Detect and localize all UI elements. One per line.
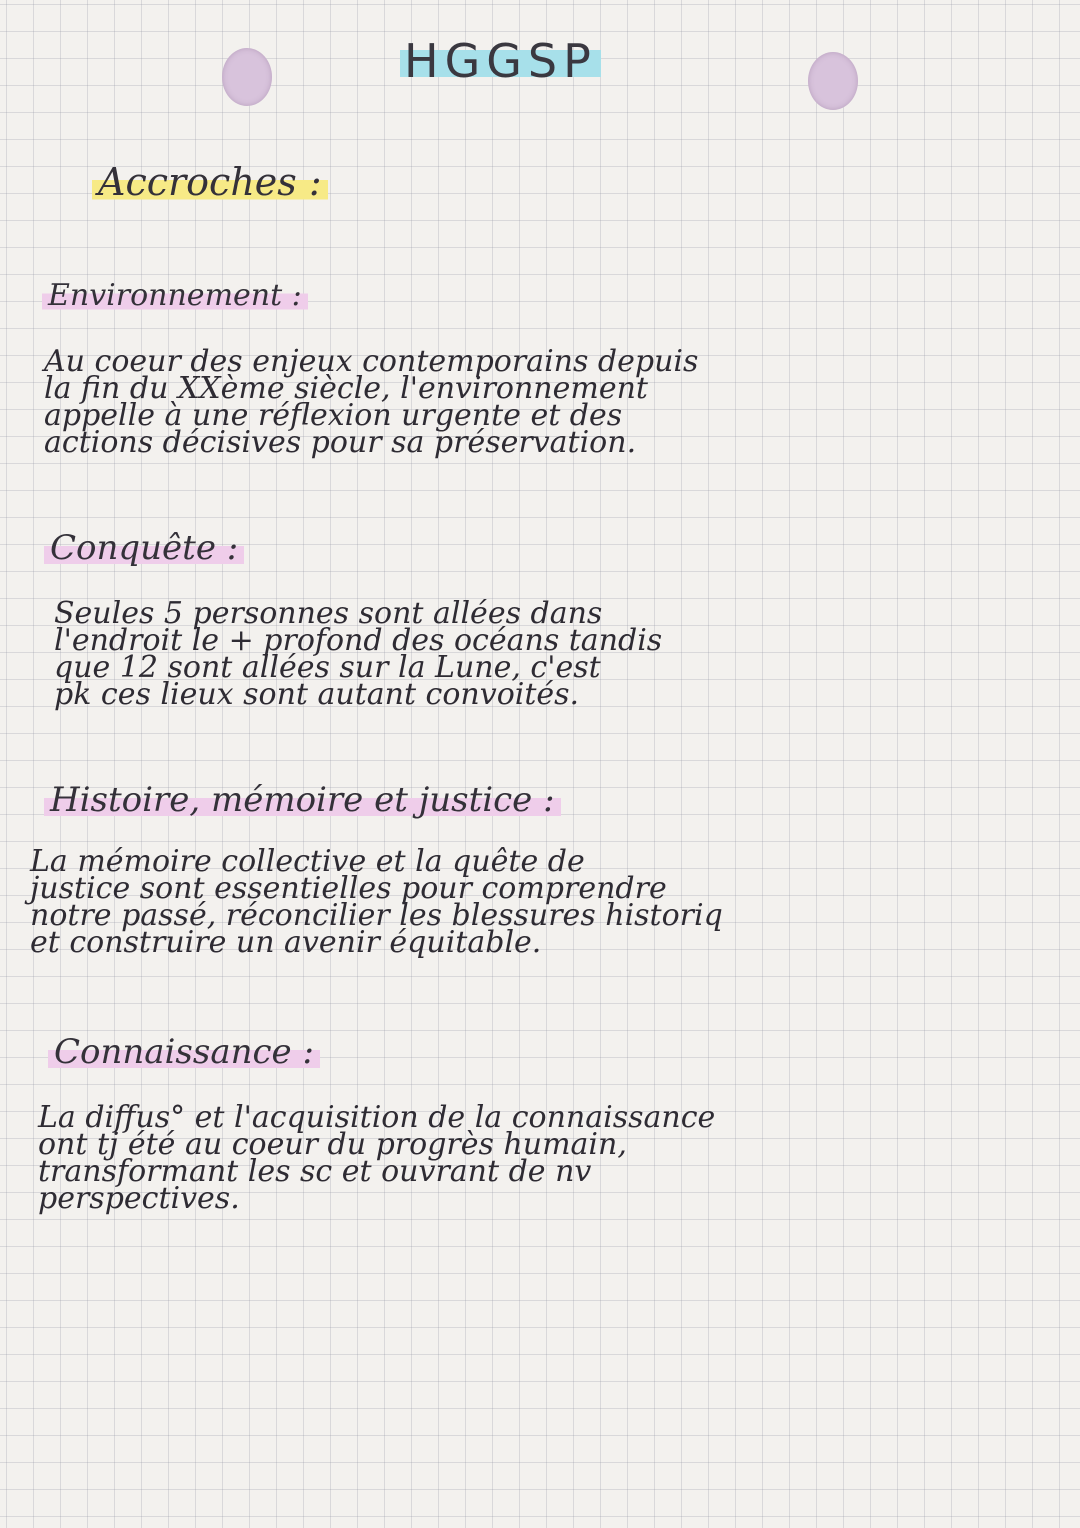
heading-accroches: Accroches : (92, 160, 328, 204)
text-line: appelle à une réflexion urgente et des (44, 398, 623, 433)
text-line: que 12 sont allées sur la Lune, c'est (54, 650, 601, 685)
text-line: l'endroit le + profond des océans tandis (54, 623, 663, 658)
text-line: pk ces lieux sont autant convoités. (54, 677, 580, 712)
text-line: actions décisives pour sa préservation. (44, 425, 637, 460)
binder-hole-right (808, 52, 858, 110)
heading-conquete: Conquête : (44, 528, 244, 568)
page-title: HGGSP (400, 34, 601, 88)
text-line: Seules 5 personnes sont allées dans (54, 596, 603, 631)
binder-hole-left (222, 48, 272, 106)
text-line: la fin du XXème siècle, l'environnement (44, 371, 648, 406)
text-line: perspectives. (38, 1181, 240, 1216)
text-line: justice sont essentielles pour comprendre (30, 871, 667, 906)
paragraph-conquete (54, 596, 663, 712)
heading-connaissance: Connaissance : (48, 1032, 320, 1072)
text-line: transformant les sc et ouvrant de nv (38, 1154, 592, 1189)
text-line: Au coeur des enjeux contemporains depuis (44, 344, 699, 379)
paragraph-environnement (44, 344, 699, 460)
text-line: ont tj été au coeur du progrès humain, (38, 1127, 627, 1162)
text-line: notre passé, réconcilier les blessures historiq (30, 898, 723, 933)
heading-environnement: Environnement : (42, 278, 308, 313)
paragraph-histoire (30, 844, 723, 960)
text-line: La diffus° et l'acquisition de la connaissance (38, 1100, 716, 1135)
paragraph-connaissance (38, 1100, 716, 1216)
text-line: et construire un avenir équitable. (30, 925, 542, 960)
text-line: La mémoire collective et la quête de (30, 844, 585, 879)
heading-histoire: Histoire, mémoire et justice : (44, 780, 561, 820)
